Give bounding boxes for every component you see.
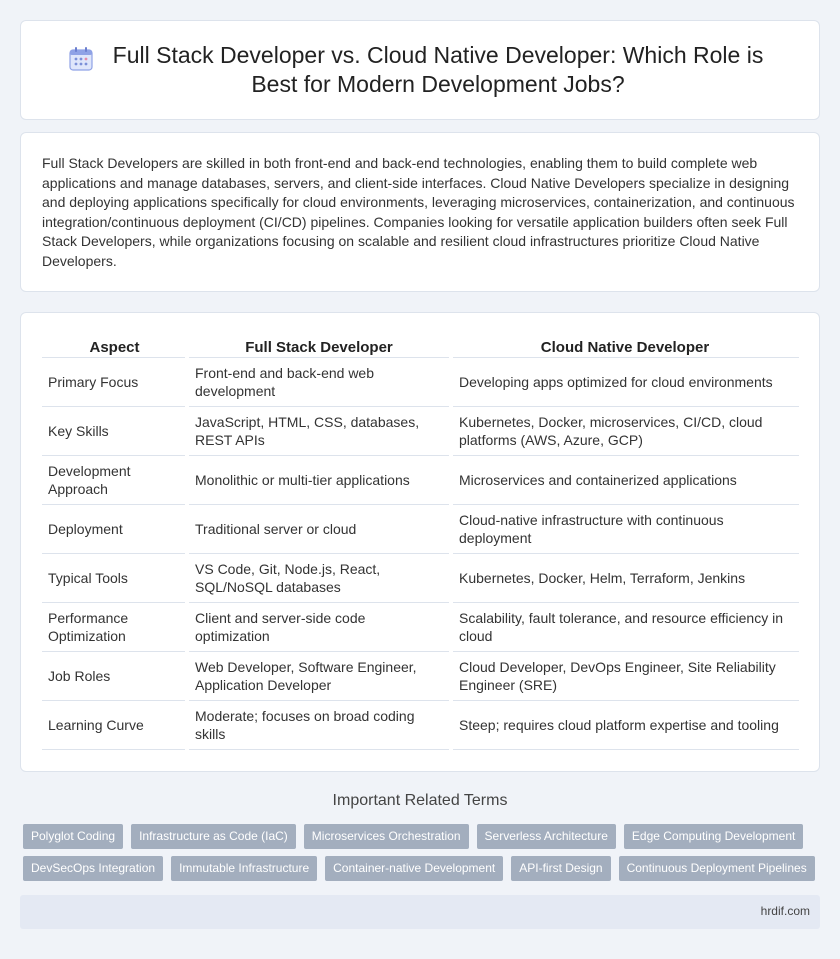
column-header-aspect: Aspect: [42, 335, 187, 357]
cell-aspect: Development Approach: [42, 455, 187, 504]
cell-cloud-native: Kubernetes, Docker, Helm, Terraform, Jenkins: [451, 553, 799, 602]
cell-aspect: Deployment: [42, 504, 187, 553]
footer-bar: [20, 895, 820, 929]
tag-api-first-design[interactable]: API-first Design: [511, 856, 610, 881]
cell-aspect: Typical Tools: [42, 553, 187, 602]
cell-cloud-native: Steep; requires cloud platform expertise and tooling: [451, 700, 799, 749]
table-row: [42, 553, 799, 602]
tag-polyglot-coding[interactable]: Polyglot Coding: [23, 824, 123, 849]
cell-cloud-native: Cloud Developer, DevOps Engineer, Site Reliability Engineer (SRE): [451, 651, 799, 700]
cell-aspect: Learning Curve: [42, 700, 187, 749]
tag-edge-computing-development[interactable]: Edge Computing Development: [624, 824, 803, 849]
cell-aspect: Job Roles: [42, 651, 187, 700]
cell-aspect: Key Skills: [42, 406, 187, 455]
comparison-table-card: [20, 312, 820, 772]
table-row: [42, 602, 799, 651]
table-row: [42, 651, 799, 700]
cell-full-stack: Traditional server or cloud: [187, 504, 451, 553]
footer-site-link[interactable]: hrdif.com: [760, 904, 810, 918]
cell-aspect: Performance Optimization: [42, 602, 187, 651]
comparison-table: [42, 335, 799, 750]
table-row: [42, 406, 799, 455]
cell-cloud-native: Cloud-native infrastructure with continuous deployment: [451, 504, 799, 553]
cell-full-stack: Client and server-side code optimization: [187, 602, 451, 651]
header-card: [20, 20, 820, 120]
related-terms-tags: [23, 824, 823, 888]
tag-immutable-infrastructure[interactable]: Immutable Infrastructure: [171, 856, 317, 881]
cell-cloud-native: Scalability, fault tolerance, and resource efficiency in cloud: [451, 602, 799, 651]
tag-infrastructure-as-code[interactable]: Infrastructure as Code (IaC): [131, 824, 296, 849]
table-row: [42, 700, 799, 749]
cell-full-stack: Front-end and back-end web development: [187, 357, 451, 406]
tag-continuous-deployment-pipelines[interactable]: Continuous Deployment Pipelines: [619, 856, 815, 881]
tag-devsecops-integration[interactable]: DevSecOps Integration: [23, 856, 163, 881]
cell-full-stack: Monolithic or multi-tier applications: [187, 455, 451, 504]
cell-full-stack: Moderate; focuses on broad coding skills: [187, 700, 451, 749]
tag-serverless-architecture[interactable]: Serverless Architecture: [477, 824, 616, 849]
cell-full-stack: JavaScript, HTML, CSS, databases, REST APIs: [187, 406, 451, 455]
table-row: [42, 504, 799, 553]
tag-container-native-development[interactable]: Container-native Development: [325, 856, 503, 881]
table-header-row: [42, 335, 799, 357]
intro-paragraph: Full Stack Developers are skilled in both front-end and back-end technologies, enabling them to build complete web applications and manage databases, servers, and client-side interfaces. Cloud Native Developers specialize in designing and deploying applications specifically for cloud environments, leveraging microservices, containerization, and continuous integration/continuous deployment (CI/CD) pipelines. Companies looking for versatile application builders often seek Full Stack Developers, while organizations focusing on scalable and resilient cloud infrastructures prioritize Cloud Native Developers.: [42, 155, 795, 269]
cell-cloud-native: Developing apps optimized for cloud environments: [451, 357, 799, 406]
tag-microservices-orchestration[interactable]: Microservices Orchestration: [304, 824, 469, 849]
column-header-cloud-native: Cloud Native Developer: [451, 335, 799, 357]
cell-full-stack: VS Code, Git, Node.js, React, SQL/NoSQL databases: [187, 553, 451, 602]
table-row: [42, 455, 799, 504]
tag-row: [23, 856, 823, 881]
cell-aspect: Primary Focus: [42, 357, 187, 406]
tag-row: [23, 824, 823, 849]
column-header-full-stack: Full Stack Developer: [187, 335, 451, 357]
cell-full-stack: Web Developer, Software Engineer, Application Developer: [187, 651, 451, 700]
page-title: Full Stack Developer vs. Cloud Native Developer: Which Role is Best for Modern Development Jobs?: [112, 42, 764, 97]
intro-card: [20, 132, 820, 292]
cell-cloud-native: Microservices and containerized applications: [451, 455, 799, 504]
related-terms-title: Important Related Terms: [332, 792, 508, 809]
table-row: [42, 357, 799, 406]
cell-cloud-native: Kubernetes, Docker, microservices, CI/CD, cloud platforms (AWS, Azure, GCP): [451, 406, 799, 455]
